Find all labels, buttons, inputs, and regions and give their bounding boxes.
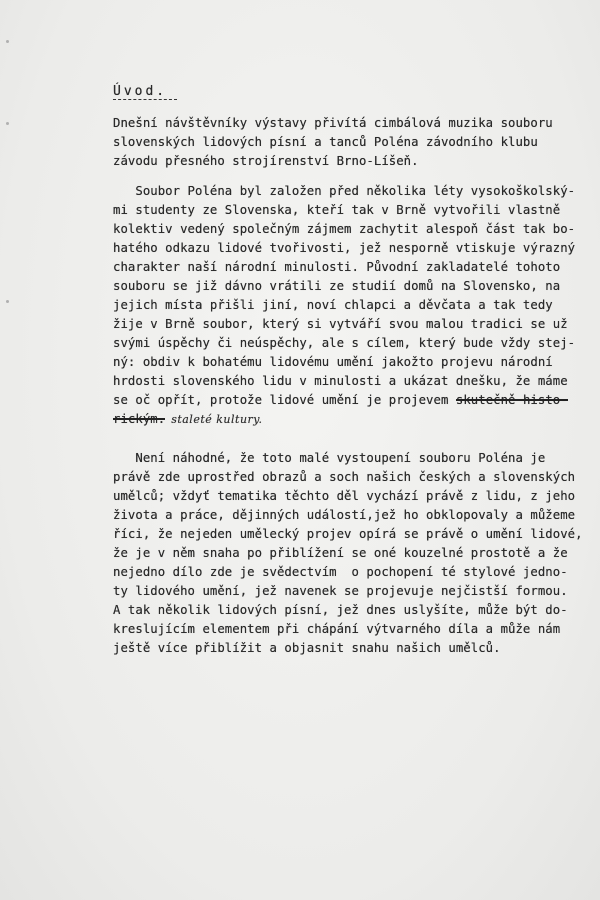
text-line: souboru se již dávno vrátili ze studií domů na Slovensko, na [113,279,561,293]
punch-mark [6,300,9,303]
text-line: mi studenty ze Slovenska, kteří tak v Brně vytvořili vlastně [113,203,561,217]
text-line: říci, že nejeden umělecký projev opírá se právě o umění lidové, [113,527,583,541]
punch-mark [6,40,9,43]
text-line: ty lidového umění, jež navenek se projevuje nejčistší formou. [113,584,568,598]
text-line: slovenských lidových písní a tanců Poléna závodního klubu [113,135,538,149]
text-line: hatého odkazu lidové tvořivosti, jež nesporně vtiskuje výrazný [113,241,576,255]
text-line: Soubor Poléna byl založen před několika léty vysokoškolský- [113,184,576,198]
text-line: právě zde uprostřed obrazů a soch našich českých a slovenských [113,470,576,484]
text-line: A tak několik lidových písní, jež dnes uslyšíte, může být do- [113,603,568,617]
text-line: charakter naší národní minulosti. Původní zakladatelé tohoto [113,260,561,274]
text-line: jejich místa přišli jiní, noví chlapci a děvčata a tak tedy [113,298,553,312]
text-line: kolektiv vedený společným zájmem zachytit alespoň část tak bo- [113,222,576,236]
text-line: svými úspěchy či neúspěchy, ale s cílem, který bude vždy stej- [113,336,576,350]
text-segment: se oč opřít, protože lidové umění je projevem [113,393,449,407]
struck-text: skutečně histo- [455,393,568,407]
heading-underline [113,99,177,100]
punch-mark [6,122,9,125]
text-line: nejedno dílo zde je svědectvím o pochopení té stylové jedno- [113,565,568,579]
text-line [113,394,568,406]
document-heading: Úvod. [113,84,168,99]
handwritten-correction: staleté kultury. [171,413,263,426]
text-line: života a práce, dějinných událostí,jež ho obklopovaly a můžeme [113,508,576,522]
struck-text: rickým. [113,412,166,426]
text-line: že je v něm snaha po přiblížení se oné kouzelné prostotě a že [113,546,568,560]
text-line: Není náhodné, že toto malé vystoupení souboru Poléna je [113,451,546,465]
text-line: žije v Brně soubor, který si vytváří svou malou tradici se už [113,317,568,331]
text-line: umělců; vždyť tematika těchto děl vychází právě z lidu, z jeho [113,489,576,503]
text-line [113,413,263,425]
text-line: Dnešní návštěvníky výstavy přivítá cimbálová muzika souboru [113,116,553,130]
text-line: závodu přesného strojírenství Brno-Líšeň. [113,154,419,168]
text-line: kreslujícím elementem při chápání výtvarného díla a může nám [113,622,561,636]
text-line: hrdosti slovenského lidu v minulosti a ukázat dnešku, že máme [113,374,568,388]
text-line: ještě více přiblížit a objasnit snahu našich umělců. [113,641,501,655]
text-line: ný: obdiv k bohatému lidovému umění jakožto projevu národní [113,355,553,369]
